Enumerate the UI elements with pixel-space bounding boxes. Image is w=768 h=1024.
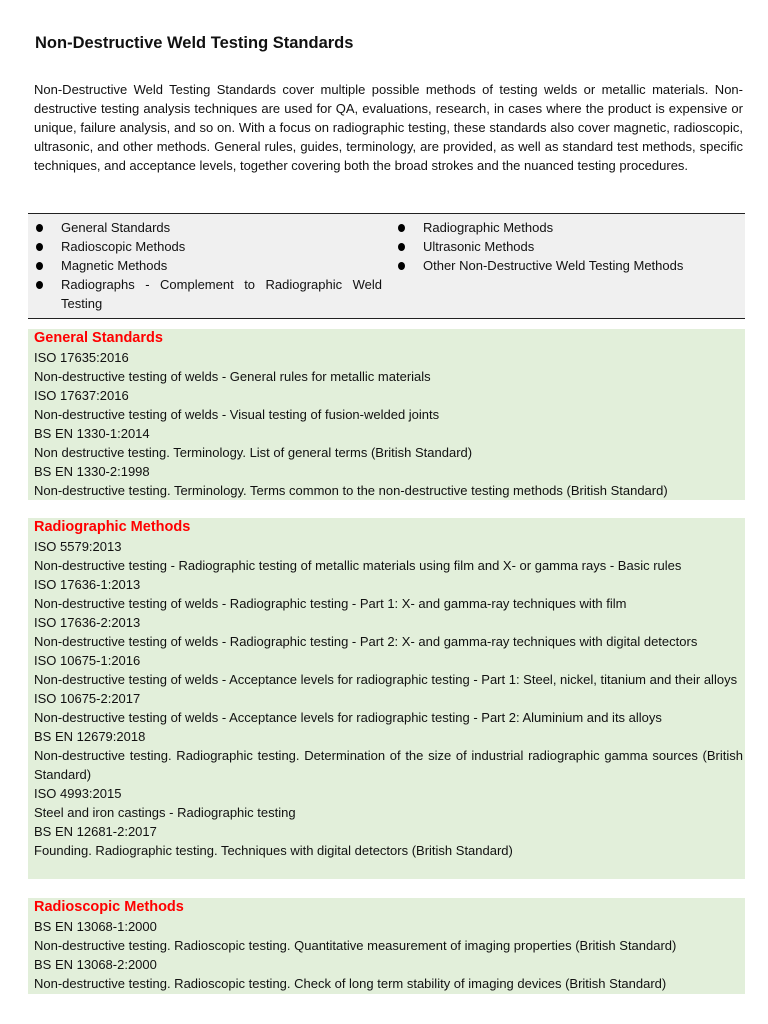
section-heading: Radioscopic Methods	[34, 899, 184, 915]
toc-link-radiographs[interactable]: Radiographs - Complement to Radiographic Weld Testing	[28, 275, 384, 313]
standard-code: ISO 17636-1:2013	[34, 577, 141, 592]
standard-title: Non-destructive testing of welds - Acceptance levels for radiographic testing - Part 1: Steel, nickel, titanium and their alloys	[34, 672, 738, 687]
standard-code: BS EN 1330-1:2014	[34, 426, 150, 441]
standard-code: ISO 10675-2:2017	[34, 691, 141, 706]
toc-link-ultrasonic-methods[interactable]: Ultrasonic Methods	[390, 237, 740, 256]
standard-code: BS EN 13068-1:2000	[34, 919, 157, 934]
standard-code: ISO 10675-1:2016	[34, 653, 141, 668]
intro-paragraph: Non-Destructive Weld Testing Standards cover multiple possible methods of testing welds or metallic materials. Non-destructive testing analysis techniques are used for QA, evaluations, research, in cases where the product is expensive or unique, failure analysis, and so on. With a focus on radiographic testing, these standards also cover magnetic, radioscopic, ultrasonic, and other methods. General rules, guides, terminology, are provided, as well as standard test methods, specific techniques, and acceptance levels, together covering both the broad strokes and the nuanced testing procedures.	[34, 82, 743, 173]
standard-code: ISO 5579:2013	[34, 539, 122, 554]
table-of-contents	[28, 213, 745, 319]
standard-code: BS EN 1330-2:1998	[34, 464, 150, 479]
page-title: Non-Destructive Weld Testing Standards	[35, 34, 354, 52]
standard-code: BS EN 12681-2:2017	[34, 824, 157, 839]
toc-right-column	[384, 214, 740, 318]
standard-title: Non-destructive testing - Radiographic testing of metallic materials using film and X- or gamma rays - Basic rules	[34, 558, 682, 573]
toc-link-radiographic-methods[interactable]: Radiographic Methods	[390, 218, 740, 237]
toc-link-radioscopic-methods[interactable]: Radioscopic Methods	[28, 237, 384, 256]
section-heading: General Standards	[34, 330, 163, 346]
standard-title: Non-destructive testing of welds - General rules for metallic materials	[34, 369, 431, 384]
standard-code: BS EN 12679:2018	[34, 729, 146, 744]
standard-code: ISO 4993:2015	[34, 786, 122, 801]
standard-title: Founding. Radiographic testing. Techniques with digital detectors (British Standard)	[34, 843, 513, 858]
standard-title: Non-destructive testing. Terminology. Terms common to the non-destructive testing methods (British Standard)	[34, 483, 668, 498]
standard-code: ISO 17635:2016	[34, 350, 129, 365]
section-radiographic-methods	[28, 518, 745, 879]
standard-code: ISO 17637:2016	[34, 388, 129, 403]
section-general-standards	[28, 329, 745, 500]
standard-title: Non destructive testing. Terminology. List of general terms (British Standard)	[34, 445, 473, 460]
standard-title: Non-destructive testing of welds - Visual testing of fusion-welded joints	[34, 407, 440, 422]
standard-title: Non-destructive testing. Radioscopic testing. Quantitative measurement of imaging properties (British Standard)	[34, 938, 677, 953]
section-radioscopic-methods	[28, 898, 745, 994]
standard-title: Non-destructive testing of welds - Radiographic testing - Part 1: X- and gamma-ray techniques with film	[34, 596, 627, 611]
toc-link-magnetic-methods[interactable]: Magnetic Methods	[28, 256, 384, 275]
standard-title: Non-destructive testing. Radioscopic testing. Check of long term stability of imaging devices (British Standard)	[34, 976, 667, 991]
toc-link-general-standards[interactable]: General Standards	[28, 218, 384, 237]
section-heading: Radiographic Methods	[34, 519, 191, 535]
standard-title: Non-destructive testing. Radiographic testing. Determination of the size of industrial radiographic gamma sources (British Standard)	[34, 748, 743, 782]
standard-code: BS EN 13068-2:2000	[34, 957, 157, 972]
toc-link-other-methods[interactable]: Other Non-Destructive Weld Testing Methods	[390, 256, 740, 275]
standard-code: ISO 17636-2:2013	[34, 615, 141, 630]
standard-title: Non-destructive testing of welds - Acceptance levels for radiographic testing - Part 2: Aluminium and its alloys	[34, 710, 662, 725]
toc-left-column	[28, 214, 384, 318]
standard-title: Non-destructive testing of welds - Radiographic testing - Part 2: X- and gamma-ray techniques with digital detectors	[34, 634, 698, 649]
standard-title: Steel and iron castings - Radiographic testing	[34, 805, 296, 820]
